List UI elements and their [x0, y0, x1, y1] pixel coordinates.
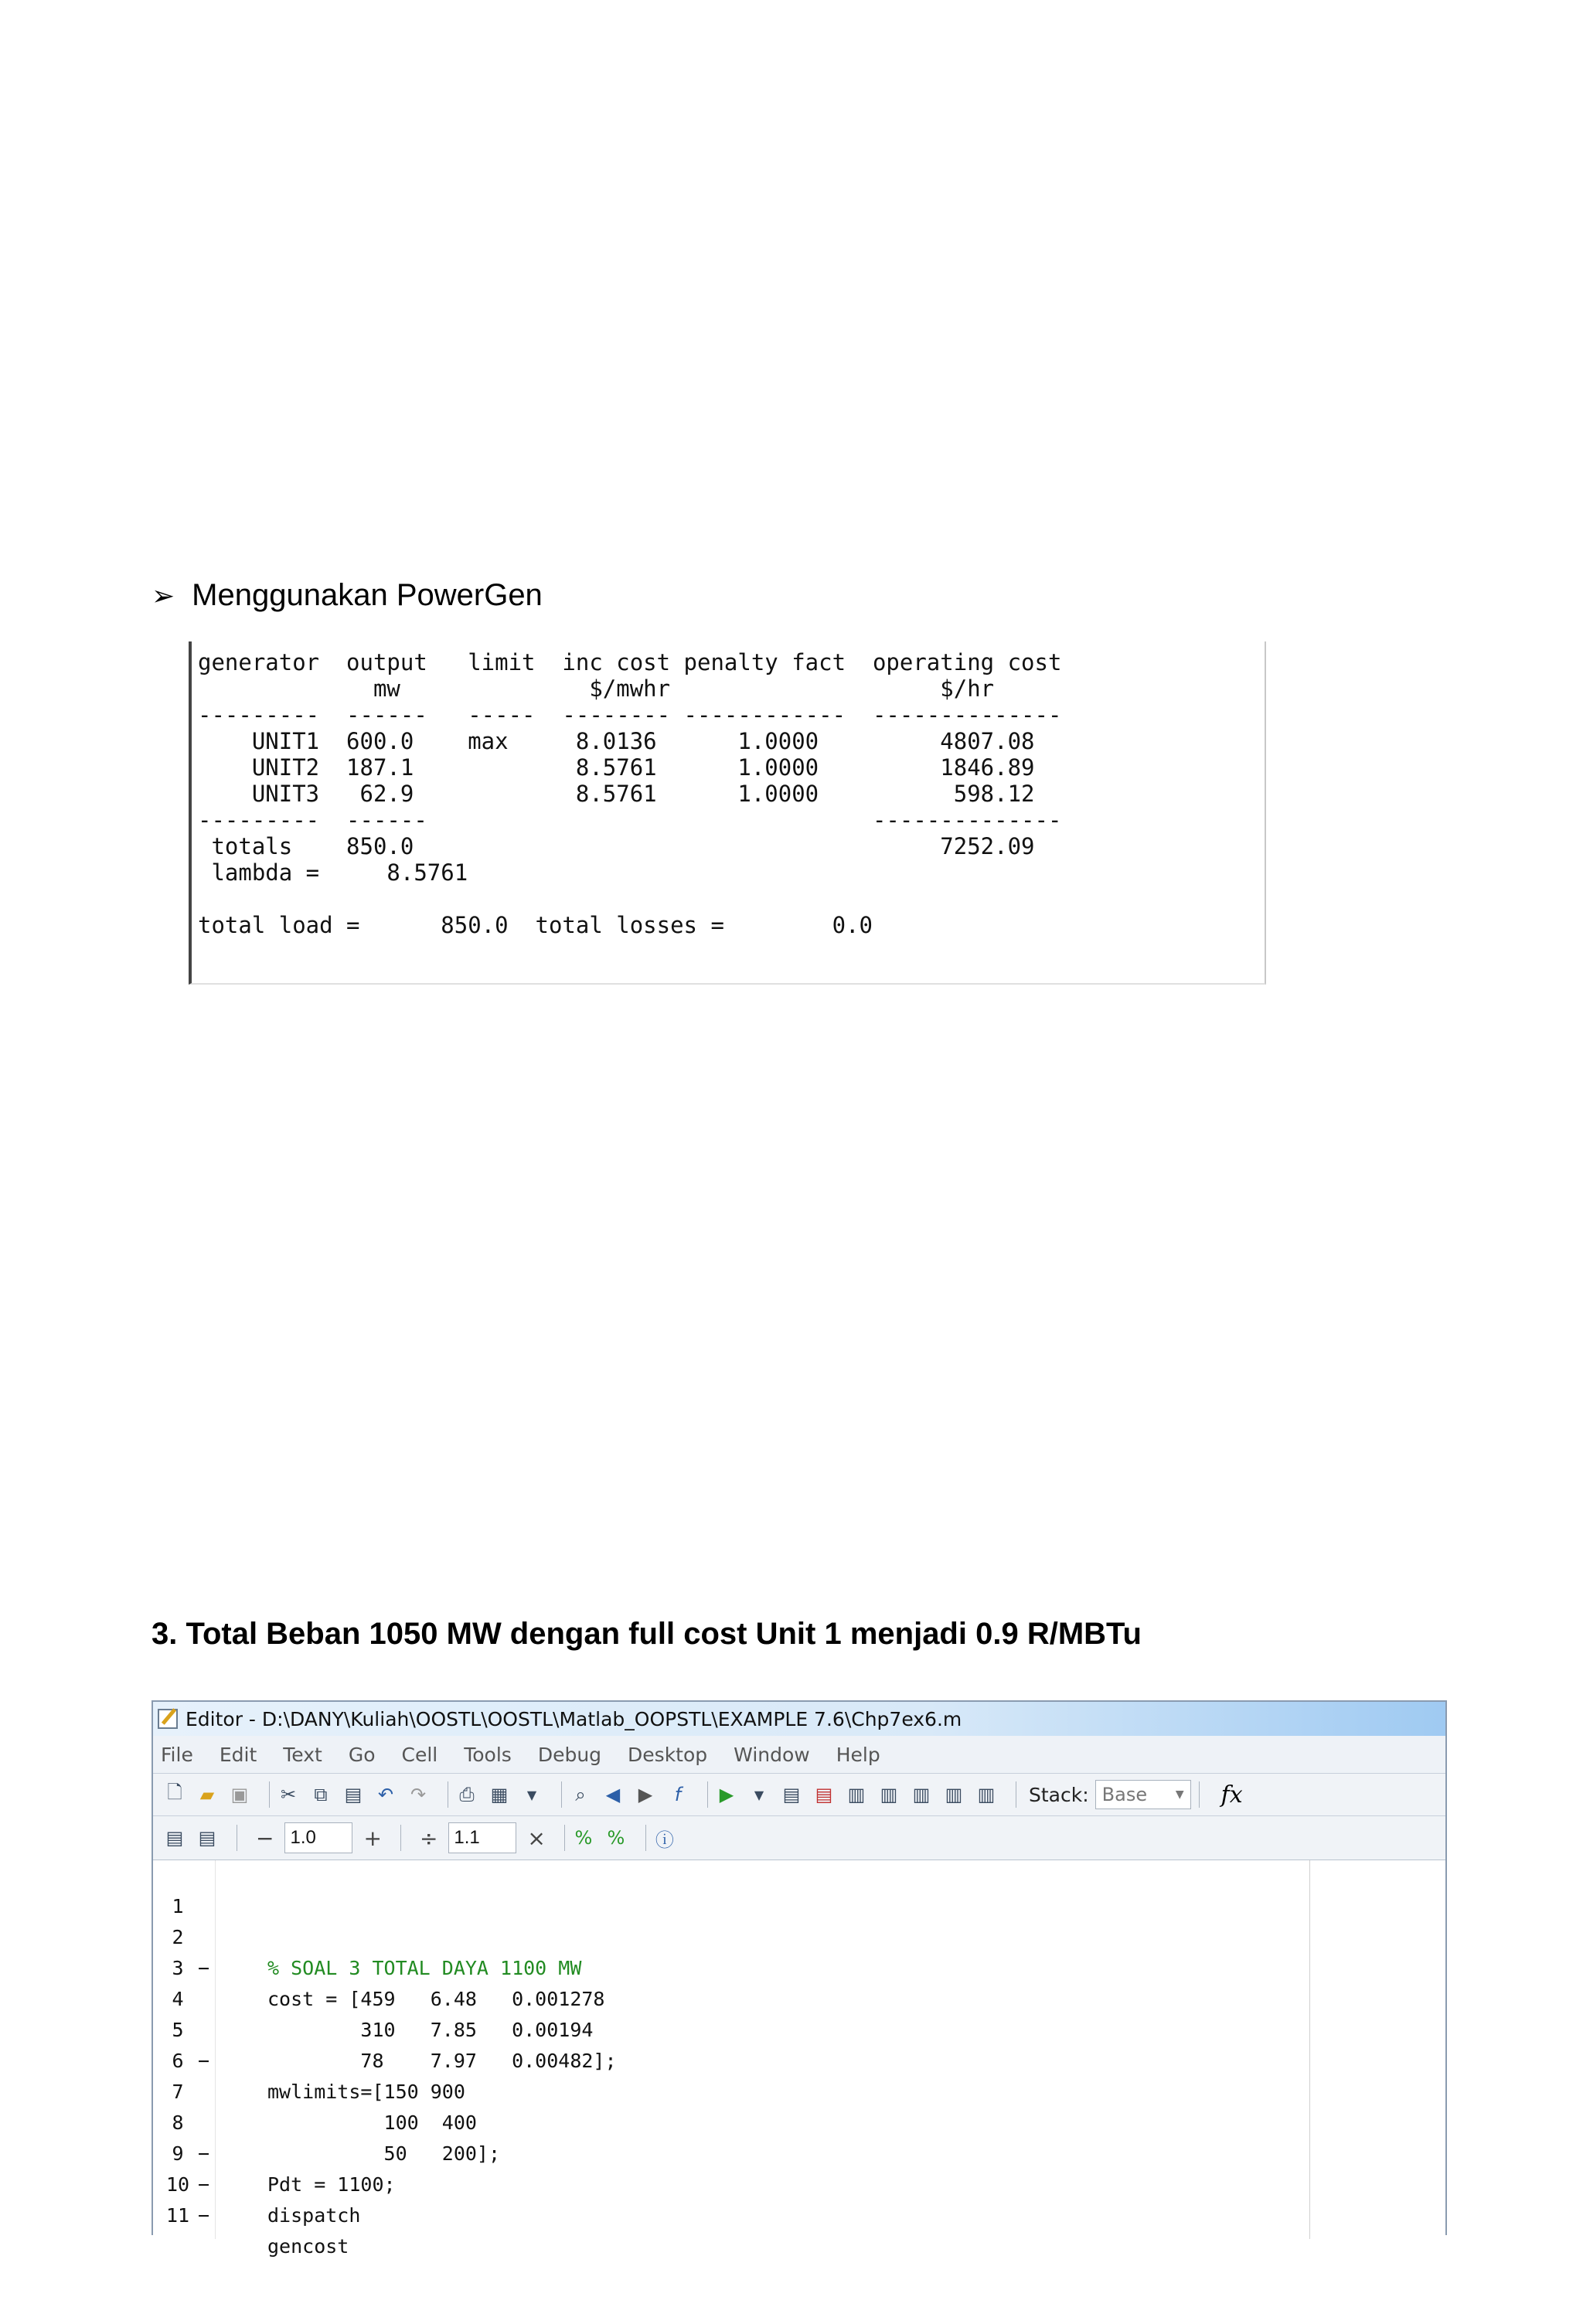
menu-tools[interactable]: Tools — [464, 1743, 512, 1766]
decrement-icon[interactable]: − — [256, 1825, 274, 1851]
multiply-icon[interactable]: × — [527, 1825, 546, 1851]
breakpoint-marker[interactable]: − — [198, 1957, 210, 1979]
matlab-editor-window — [151, 1700, 1447, 2258]
line-number: 8 — [172, 2111, 184, 2134]
breakpoint-marker[interactable]: − — [198, 2142, 210, 2165]
continue-icon[interactable]: ▥ — [945, 1784, 963, 1805]
editor-title-bar — [153, 1702, 1445, 1736]
line-number: 11 — [165, 2204, 190, 2227]
step-icon[interactable]: ▥ — [847, 1784, 866, 1805]
code-text: 310 7.85 0.00194 — [267, 2019, 594, 2041]
chevron-down-icon[interactable]: ▼ — [754, 1787, 764, 1802]
run-icon[interactable]: ▶ — [719, 1784, 734, 1805]
undo-icon[interactable]: ↶ — [377, 1784, 394, 1805]
code-text: dispatch — [267, 2204, 361, 2227]
insert-cell-icon[interactable]: ▤ — [165, 1827, 184, 1849]
menu-window[interactable]: Window — [734, 1743, 810, 1766]
line-number: 3 — [172, 1957, 184, 1979]
function-icon[interactable]: f — [674, 1784, 682, 1805]
comment-percent-icon[interactable]: % — [574, 1827, 593, 1849]
code-text: 100 400 — [267, 2111, 477, 2134]
code-text: Pdt = 1100; — [267, 2173, 396, 2196]
redo-icon[interactable]: ↷ — [410, 1784, 427, 1805]
code-text: cost = [459 6.48 0.001278 — [267, 1988, 605, 2010]
exit-debug-icon[interactable]: ▥ — [977, 1784, 996, 1805]
code-area[interactable] — [153, 1860, 1445, 2258]
toolbar-separator — [269, 1781, 270, 1808]
arrow-bullet-icon: ➢ — [151, 579, 175, 611]
chevron-down-icon[interactable]: ▼ — [526, 1787, 537, 1802]
toolbar-separator — [645, 1825, 646, 1851]
line-number: 4 — [172, 1988, 184, 2010]
editor-file-icon — [158, 1709, 178, 1729]
step-in-icon[interactable]: ▥ — [880, 1784, 898, 1805]
code-text: 78 7.97 0.00482]; — [267, 2050, 617, 2072]
code-text: mwlimits=[150 900 — [267, 2081, 465, 2103]
stack-select-value: Base — [1101, 1784, 1148, 1805]
line-number: 7 — [172, 2081, 184, 2103]
line-number: 5 — [172, 2019, 184, 2041]
stack-select[interactable] — [1095, 1780, 1191, 1809]
powergen-output-text: generator output limit inc cost penalty fact operating cost mw $/mwhr $/hr --------- ------ ----- -------- ------------ -------------- UNIT1 600.0 max 8.0136 1.0000 4807.08 UNIT2 187.1 8.5761 1.0000 1846.89 UNIT3 62.9 8.5761 1.0000 598.12 --------- ------ -------------- totals 850.0 7252.09 lambda = 8.5761 total load = 850.0 total losses = 0.0 — [198, 649, 1062, 938]
step-out-icon[interactable]: ▥ — [912, 1784, 931, 1805]
menu-edit[interactable]: Edit — [219, 1743, 257, 1766]
section-bullet — [151, 578, 543, 613]
menu-bar — [153, 1736, 1445, 1774]
breakpoint-marker[interactable]: − — [198, 2050, 210, 2072]
line-number: 2 — [172, 1926, 184, 1948]
menu-debug[interactable]: Debug — [537, 1743, 602, 1766]
menu-help[interactable]: Help — [836, 1743, 880, 1766]
publish-icon[interactable]: ▦ — [490, 1784, 509, 1805]
new-file-icon[interactable]: 🗋 — [167, 1781, 182, 1803]
divide-value-input[interactable] — [448, 1822, 516, 1853]
open-folder-icon[interactable]: ▰ — [199, 1784, 215, 1805]
section-bullet-text: Menggunakan PowerGen — [192, 578, 543, 612]
stack-label: Stack: — [1029, 1783, 1089, 1806]
code-text: 50 200]; — [267, 2142, 501, 2165]
forward-arrow-icon[interactable]: ▶ — [638, 1784, 653, 1805]
menu-file[interactable]: File — [161, 1743, 193, 1766]
clear-breakpoint-icon[interactable]: ▤ — [815, 1784, 833, 1805]
save-icon[interactable]: ▣ — [230, 1784, 249, 1805]
menu-text[interactable]: Text — [283, 1743, 322, 1766]
main-toolbar — [153, 1774, 1445, 1816]
line-number: 6 — [172, 2050, 184, 2072]
breakpoint-marker[interactable]: − — [198, 2173, 210, 2196]
line-number: 10 — [165, 2173, 190, 2196]
code-line — [153, 1860, 1312, 1979]
code-text: % SOAL 3 TOTAL DAYA 1100 MW — [267, 1957, 582, 1979]
find-binoculars-icon[interactable]: ⌕ — [575, 1784, 586, 1805]
fx-icon[interactable]: fx — [1220, 1781, 1243, 1809]
powergen-output-screenshot — [189, 641, 1266, 985]
evaluate-cell-icon[interactable]: ▤ — [198, 1827, 216, 1849]
toolbar-separator — [564, 1825, 565, 1851]
back-arrow-icon[interactable]: ◀ — [605, 1784, 621, 1805]
menu-go[interactable]: Go — [348, 1743, 376, 1766]
decrement-value-input[interactable] — [284, 1822, 352, 1853]
toolbar-separator — [1199, 1781, 1200, 1808]
toolbar-separator — [400, 1825, 401, 1851]
section-heading: 3. Total Beban 1050 MW dengan full cost Unit 1 menjadi 0.9 R/MBTu — [151, 1617, 1142, 1651]
divide-icon[interactable]: ÷ — [419, 1825, 438, 1851]
line-number: 9 — [172, 2142, 184, 2165]
increment-icon[interactable]: + — [363, 1825, 382, 1851]
breakpoint-marker[interactable]: − — [198, 2204, 210, 2227]
line-number: 1 — [172, 1895, 184, 1917]
set-breakpoint-icon[interactable]: ▤ — [782, 1784, 801, 1805]
info-icon[interactable]: ⓘ — [655, 1829, 674, 1851]
code-text: gencost — [267, 2235, 349, 2258]
copy-icon[interactable]: ⧉ — [314, 1784, 328, 1805]
cut-icon[interactable]: ✂ — [280, 1784, 297, 1805]
paste-icon[interactable]: ▤ — [344, 1784, 363, 1805]
menu-cell[interactable]: Cell — [401, 1743, 438, 1766]
chevron-down-icon: ▼ — [1175, 1788, 1184, 1801]
toolbar-separator — [707, 1781, 708, 1808]
uncomment-percent-icon[interactable]: % — [607, 1827, 625, 1849]
toolbar-separator — [561, 1781, 562, 1808]
print-icon[interactable]: ⎙ — [459, 1784, 475, 1805]
editor-title: Editor - D:\DANY\Kuliah\OOSTL\OOSTL\Matlab_OOPSTL\EXAMPLE 7.6\Chp7ex6.m — [186, 1707, 962, 1730]
cell-toolbar — [153, 1816, 1445, 1860]
menu-desktop[interactable]: Desktop — [628, 1743, 708, 1766]
